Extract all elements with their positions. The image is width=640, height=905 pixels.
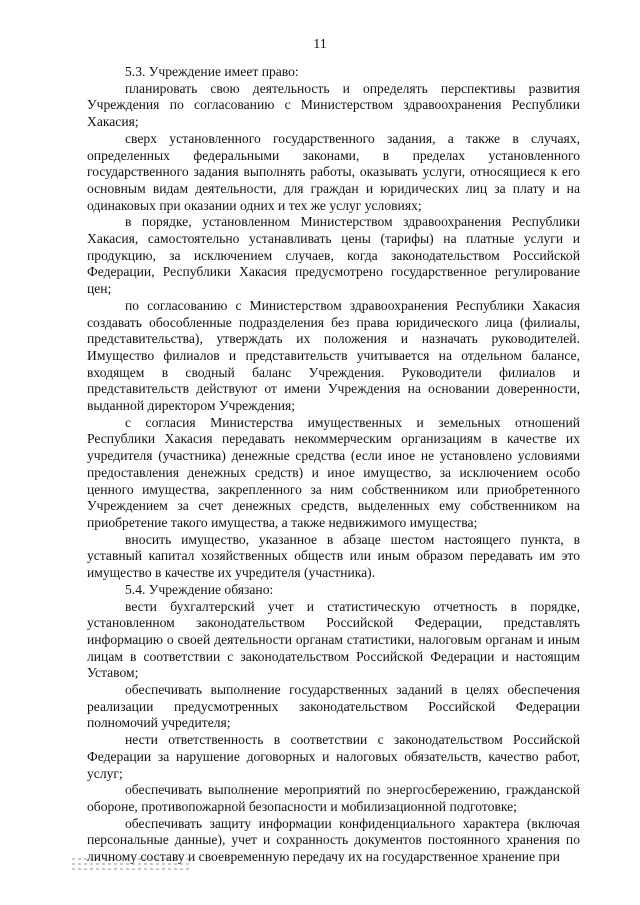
paragraph: обеспечивать выполнение мероприятий по энергосбережению, гражданской обороне, противопожарной безопасности и мобилизационной подготовке; [87, 782, 580, 814]
paragraph: нести ответственность в соответствии с законодательством Российской Федерации за нарушение договорных и налоговых обязательств, качество работ, услуг; [87, 732, 580, 781]
paragraph: обеспечивать защиту информации конфиденциального характера (включая персональные данные), учет и сохранность документов постоянного хранения по личному составу и своевременную передачу их на государственное хранение при [87, 815, 580, 865]
paragraph: сверх установленного государственного задания, а также в случаях, определенных федеральными законами, в пределах установленного государственного задания выполнять работы, оказывать услуги, относящиеся к его основным видам деятельности, для граждан и юридических лиц за плату и на одинаковых при оказании одних и тех же услуг условиях; [87, 130, 580, 213]
paragraph: с согласия Министерства имущественных и земельных отношений Республики Хакасия передавать некоммерческим организациям в качестве их учредителя (участника) денежные средства (если иное не установлено условиями предоставления денежных средств) и иное имущество, за исключением особо ценного имущества, закрепленного за ним собственником или приобретенного Учреждением за счет денежных средств, выделенных ему собственником на приобретение такого имущества, а также недвижимого имущества; [87, 414, 580, 530]
paragraph: вести бухгалтерский учет и статистическую отчетность в порядке, установленном законодательством Российской Федерации, представлять информацию о своей деятельности органам статистики, налоговым органам и иным лицам в соответствии с законодательством Российской Федерации и настоящим Уставом; [87, 598, 580, 681]
paragraph: планировать свою деятельность и определять перспективы развития Учреждения по согласованию с Министерством здравоохранения Республики Хакасия; [87, 80, 580, 130]
page-number: 11 [313, 37, 327, 52]
section-heading-5-3: 5.3. Учреждение имеет право: [125, 64, 299, 79]
paragraph: вносить имущество, указанное в абзаце шестом настоящего пункта, в уставный капитал хозяйственных обществ или иным образом передавать им это имущество в качестве их учредителя (участника). [87, 531, 580, 581]
faded-stamp-artifact [72, 858, 190, 872]
section-heading-5-4: 5.4. Учреждение обязано: [125, 581, 274, 597]
document-body [87, 64, 580, 866]
paragraph: по согласованию с Министерством здравоохранения Республики Хакасия создавать обособленные подразделения без права юридического лица (филиалы, представительства), утверждать их положения и назначать руководителей. Имущество филиалов и представительств учитывается на отдельном балансе, входящем в сводный баланс Учреждения. Руководители филиалов и представительств действуют от имени Учреждения на основании доверенности, выданной директором Учреждения; [87, 297, 580, 414]
paragraph: обеспечивать выполнение государственных заданий в целях обеспечения реализации предусмотренных законодательством Российской Федерации полномочий учредителя; [87, 682, 580, 731]
paragraph: в порядке, установленном Министерством здравоохранения Республики Хакасия, самостоятельно устанавливать цены (тарифы) на платные услуги и продукцию, за исключением случаев, когда законодательством Российской Федерации, Республики Хакасия предусмотрено государственное регулирование цен; [87, 214, 580, 297]
